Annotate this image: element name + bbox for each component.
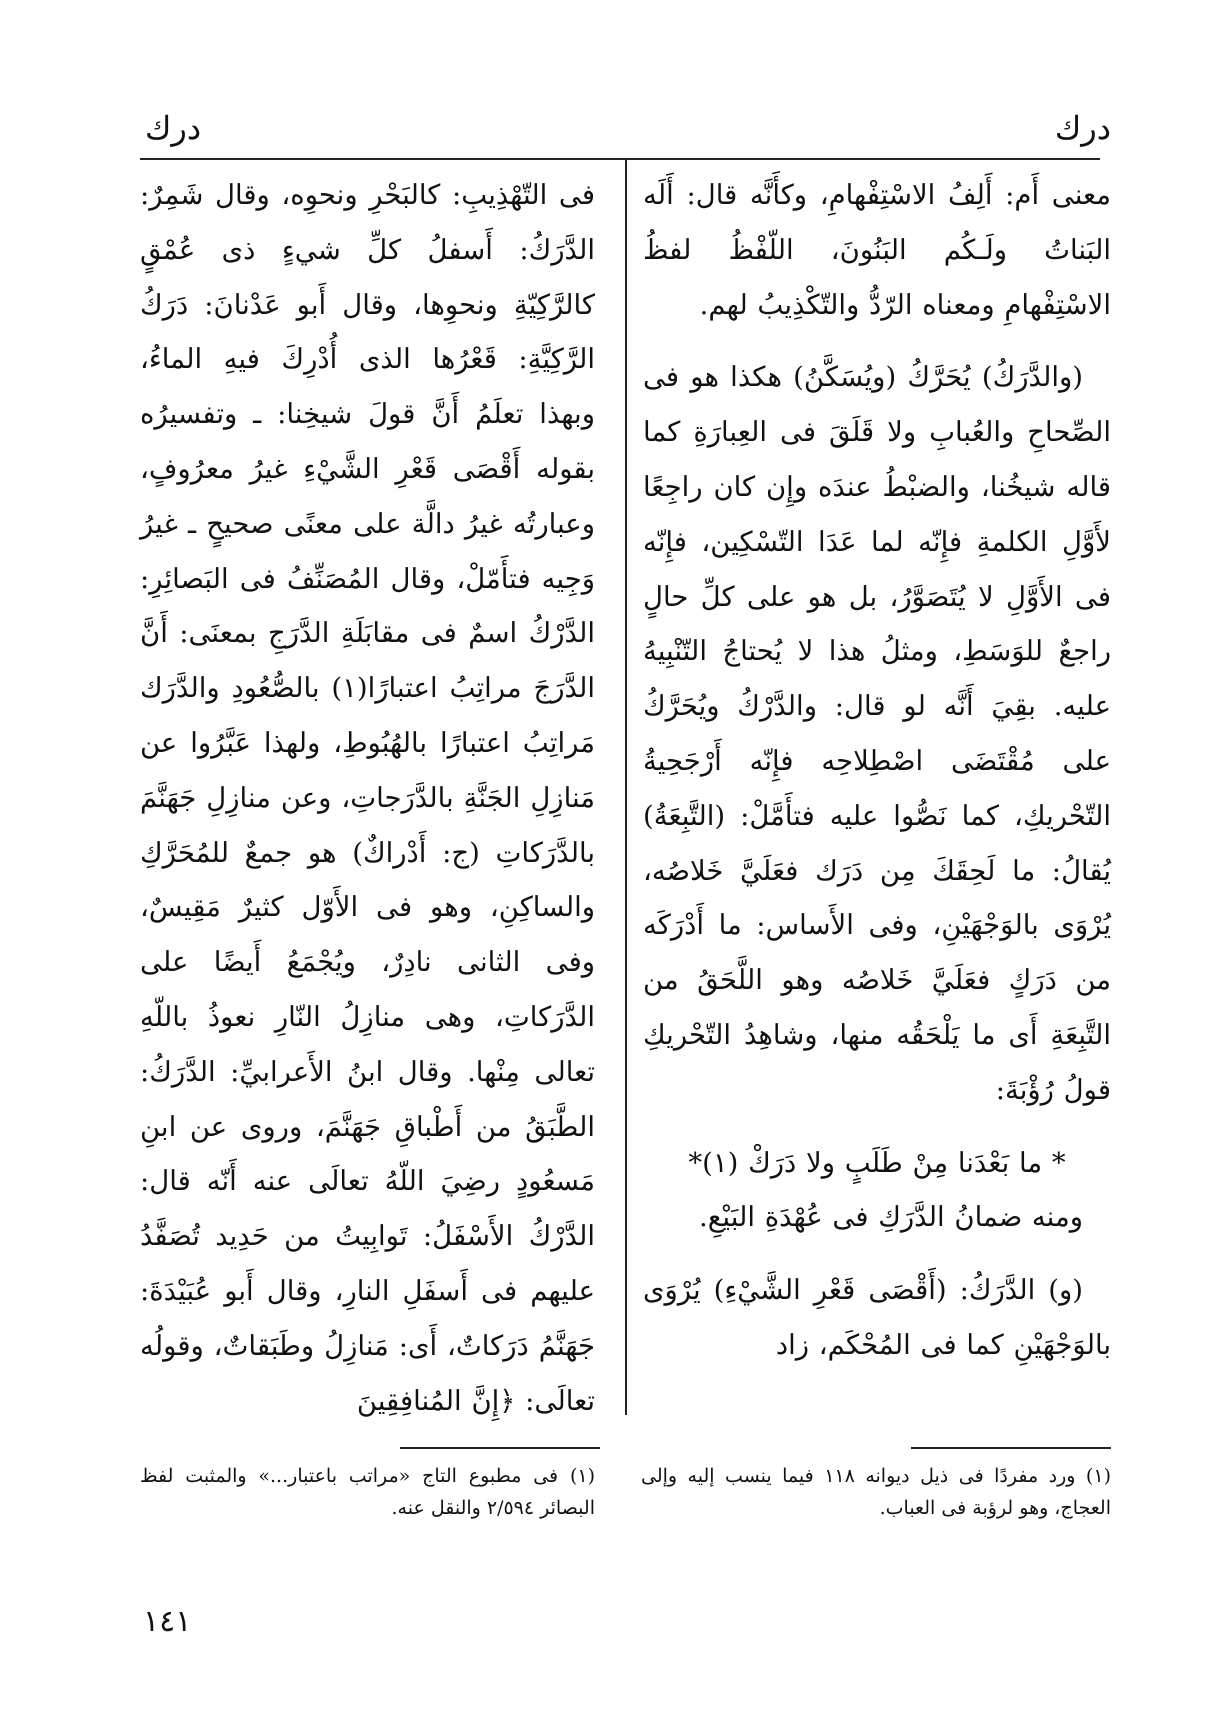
left-text-column [140,168,595,1428]
running-header-right: درك [1054,109,1111,147]
right-paragraph-1: معنى أَم: أَلِفُ الاسْتِفْهامِ، وكأَنَّه قال: أَلَه البَناتُ ولَـكُم البَنُونَ، اللّفْظُ لفظُ الاسْتِفْهامِ ومعناه الرّدُّ والتّكْذِيبُ لهم. [643,179,1111,321]
footnote-left: (١) فى مطبوع التاج «مراتب باعتبار...» والمثبت لفظ البصائر ٢/٥٩٤ والنقل عنه. [140,1465,595,1519]
footnote-right: (١) ورد مفردًا فى ذيل ديوانه ١١٨ فيما ينسب إليه وإلى العجاج، وهو لرؤبة فى العباب. [641,1465,1111,1519]
right-paragraph-4: (و) الدَّرَكُ: (أَقْصَى قَعْرِ الشَّيْءِ) يُرْوَى بالوَجْهَيْنِ كما فى المُحْكَم، زاد [643,1274,1111,1361]
footnote-rule-left [400,1447,600,1449]
right-paragraph-3: ومنه ضمانُ الدَّرَكِ فى عُهْدَةِ البَيْعِ. [699,1201,1083,1234]
footnote-rule-right [911,1447,1111,1449]
verse-line: * ما بَعْدَنا مِنْ طَلَبٍ ولا دَرَكْ (١)* [688,1146,1066,1179]
column-divider [625,160,627,1415]
page-number: ١٤١ [143,1604,192,1639]
running-header-left: درك [145,109,202,147]
header-rule [140,158,1100,160]
right-text-column [643,168,1111,1373]
right-paragraph-2: (والدَّرَكُ) يُحَرَّكُ (ويُسَكَّنُ) هكذا هو فى الصِّحاحِ والعُبابِ ولا قَلَقَ فى العِبارَةِ كما قاله شيخُنا، والضبْطُ عندَه وإِن كان راجِعًا لأَوَّلِ الكلمةِ فإِنّه لما عَدَا التّسْكِين، فإِنّه فى الأَوَّلِ لا يُتَصَوَّرُ، بل هو على كلِّ حالٍ راجعٌ للوَسَطِ، ومثلُ هذا لا يُحتاجُ التّنْبِيهُ عليه. بقِيَ أَنَّه لو قال: والدَّرْكُ ويُحَرَّكُ على مُقْتَضَى اصْطِلاحِه فإِنّه أَرْجَحِيةُ التّحْريكِ، كما نَصُّوا عليه فتأَمَّلْ: (التَّبِعَةُ) يُقالُ: ما لَحِقَكَ مِن دَرَك فعَلَيَّ خَلاصُه، يُرْوَى بالوَجْهَيْنِ، وفى الأَساس: ما أَدْرَكَه من دَرَكٍ فعَلَيَّ خَلاصُه وهو اللَّحَقُ من التَّبِعَةِ أَى ما يَلْحَقُه منها، وشاهِدُ التّحْريكِ قولُ رُؤْبَةَ: [643,361,1111,1106]
left-paragraph-1: فى التّهْذِيبِ: كالبَحْرِ ونحوِه، وقال شَمِرٌ: الدَّرَكُ: أَسفلُ كلِّ شيءٍ ذى عُمْقٍ كالرَّكِيّةِ ونحوِها، وقال أَبو عَدْنانَ: دَرَكُ الرَّكِيَّةِ: قَعْرُها الذى أُدْرِكَ فيهِ الماءُ، وبهذا تعلَمُ أَنَّ قولَ شيخِنا: ـ وتفسيرُه بقوله أَقْصَى قَعْرِ الشَّيْءِ غيرُ معرُوفٍ، وعبارتُه غيرُ دالَّة على معنًى صحيحٍ ـ غيرُ وَجِيه فتأَمّلْ، وقال المُصَنِّفُ فى البَصائِرِ: الدَّرْكُ اسمٌ فى مقابَلَةِ الدَّرَجِ بمعنَى: أَنَّ الدَّرَجَ مراتِبُ اعتبارًا(١) بالصُّعُودِ والدَّرَك مَراتِبُ اعتبارًا بالهُبُوطِ، ولهذا عَبَّرُوا عن مَنازِلِ الجَنَّةِ بالدَّرَجاتِ، وعن منازِلِ جَهَنَّمَ بالدَّرَكاتِ (ج: أَدْراكٌ) هو جمعٌ للمُحَرَّكِ والساكِنِ، وهو فى الأَوّل كثيرٌ مَقِيسٌ، وفى الثانى نادِرٌ، ويُجْمَعُ أَيضًا على الدَّرَكاتِ، وهى منازِلُ النّارِ نعوذُ باللّهِ تعالى مِنْها. وقال ابنُ الأَعرابيِّ: الدَّرَكُ: الطَّبَقُ من أَطْباقِ جَهَنَّمَ، وروى عن ابنِ مَسعُودٍ رضِيَ اللّهُ تعالَى عنه أَنّه قال: الدَّرْكُ الأَسْفَلُ: تَوابِيتُ من حَدِيد تُصَفَّدُ عليهم فى أَسفَلِ النارِ، وقال أَبو عُبَيْدَةَ: جَهَنَّمُ دَرَكاتٌ، أَى: مَنازِلُ وطَبَقاتٌ، وقولُه تعالَى: ﴿إِنَّ المُنافِقِينَ [140,179,595,1417]
